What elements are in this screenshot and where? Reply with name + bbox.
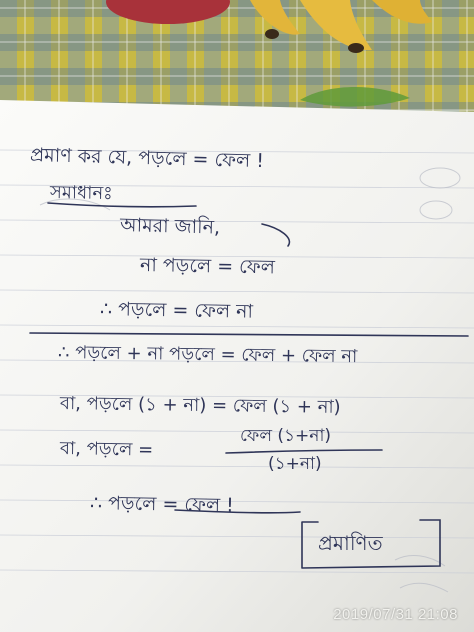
fraction-numerator: ফেল (১+না): [240, 426, 332, 446]
solution-heading: সমাধানঃ: [49, 182, 113, 205]
conclusion: ∴ পড়লে = ফেল !: [89, 492, 234, 517]
line-study-not-fail: ∴ পড়লে = ফেল না: [99, 298, 254, 323]
photo-timestamp: 2019/07/31 21:08: [333, 606, 458, 623]
paper-sheet: [0, 100, 474, 632]
line-we-know: আমরা জানি,: [119, 214, 221, 239]
line-sum: ∴ পড়লে + না পড়লে = ফেল + ফেল না: [57, 342, 358, 368]
problem-statement: প্রমাণ কর যে, পড়লে = ফেল !: [29, 144, 265, 173]
fraction-denominator: (১+না): [268, 454, 322, 474]
proved-stamp: প্রমাণিত: [318, 531, 383, 555]
line-not-study-fail: না পড়লে = ফেল: [139, 254, 276, 279]
line-factored: বা, পড়লে (১ + না) = ফেল (১ + না): [59, 393, 341, 418]
fraction-lhs: বা, পড়লে =: [59, 438, 154, 461]
